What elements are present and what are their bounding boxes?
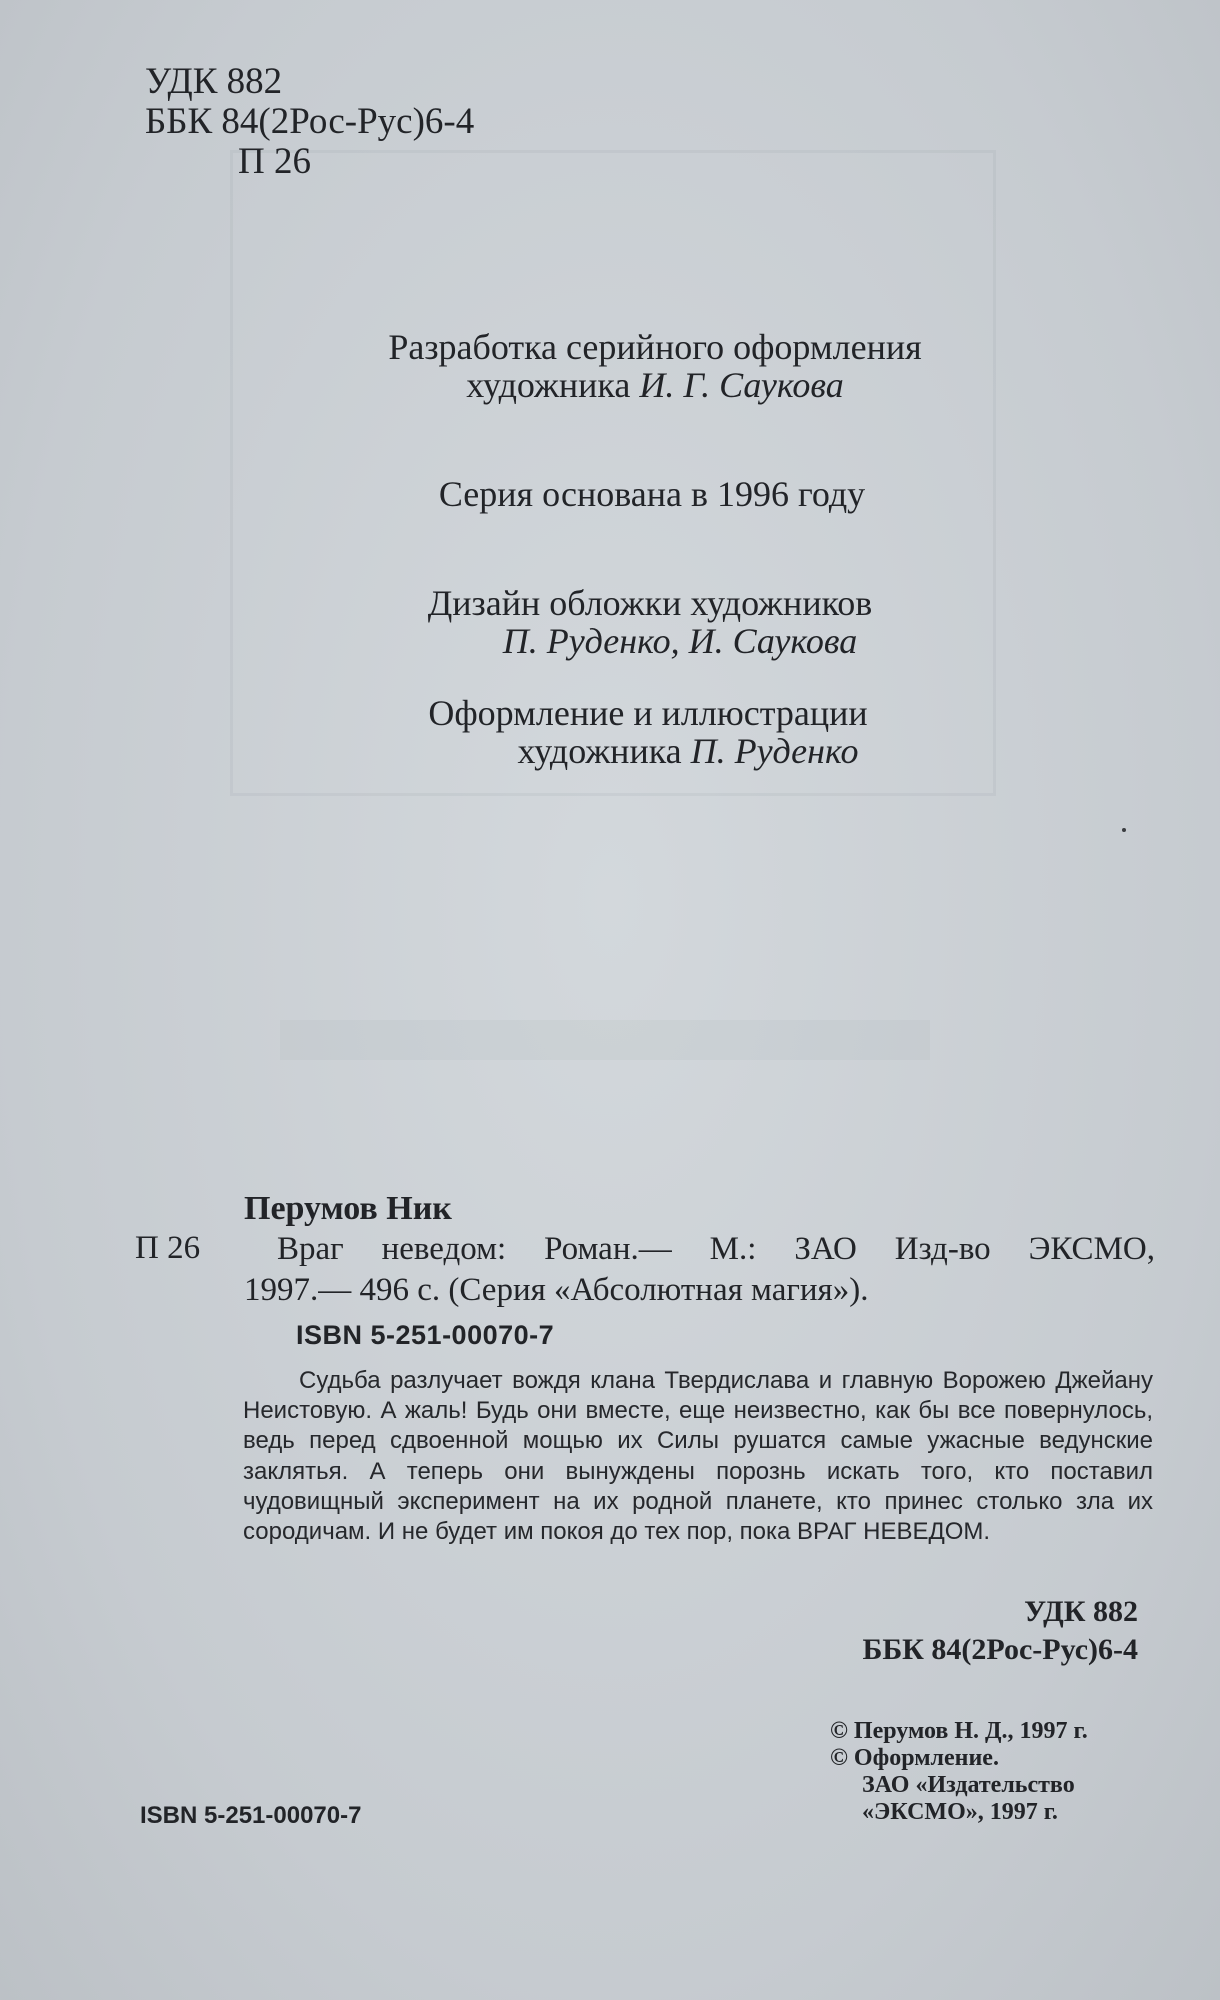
copyright-design: © Оформление. — [830, 1745, 999, 1771]
catalog-code: П 26 — [238, 141, 311, 182]
bbk-code: ББК 84(2Рос-Рус)6-4 — [145, 101, 475, 142]
illustrations-artist: П. Руденко — [690, 731, 859, 771]
copyright-author: © Перумов Н. Д., 1997 г. — [830, 1718, 1088, 1744]
copyright-publisher-line2: «ЭКСМО», 1997 г. — [862, 1799, 1058, 1825]
illustrations-line1: Оформление и иллюстрации — [428, 693, 868, 733]
dust-speck — [1122, 828, 1126, 832]
series-founded: Серия основана в 1996 году — [438, 474, 866, 514]
bib-isbn: ISBN 5-251-00070-7 — [296, 1320, 555, 1350]
book-abstract: Судьба разлучает вождя клана Твердислава и главную Ворожею Джейану Неистовую. А жаль! Будь они вместе, еще неизвестно, как бы все повернулось, ведь перед сдвоенной мощью их Силы рушатся самые ужасные ведунские заклятья. А теперь они вынуждены порознь искать того, кто поставил чудовищный эксперимент на их родной планете, кто принес столько зла их сородичам. И не будет им покоя до тех пор, пока ВРАГ НЕВЕДОМ. — [243, 1367, 1153, 1546]
cover-design-line1: Дизайн обложки художников — [427, 583, 873, 623]
bib-title-line: Враг неведом: Роман.— М.: ЗАО Изд-во ЭКСМО, — [277, 1231, 1155, 1267]
series-design-line2 — [45, 366, 1220, 404]
illustrations-line2 — [78, 732, 1220, 770]
illustrations-prefix: художника — [517, 731, 691, 771]
cover-design-artists: П. Руденко, И. Саукова — [502, 621, 858, 661]
series-design-line1: Разработка серийного оформления — [388, 327, 922, 367]
bib-series-line: 1997.— 496 с. (Серия «Абсолютная магия»). — [244, 1272, 869, 1308]
bib-author: Перумов Ник — [244, 1190, 452, 1227]
series-design-artist: И. Г. Саукова — [639, 365, 844, 405]
udk-code-right: УДК 882 — [1024, 1595, 1138, 1628]
copyright-publisher-line1: ЗАО «Издательство — [862, 1772, 1075, 1798]
bbk-code-right: ББК 84(2Рос-Рус)6-4 — [862, 1633, 1138, 1666]
bib-code: П 26 — [135, 1230, 201, 1266]
isbn-bottom: ISBN 5-251-00070-7 — [140, 1802, 362, 1829]
series-design-prefix: художника — [466, 365, 640, 405]
udk-code: УДК 882 — [145, 61, 283, 102]
show-through-band — [280, 1020, 930, 1060]
